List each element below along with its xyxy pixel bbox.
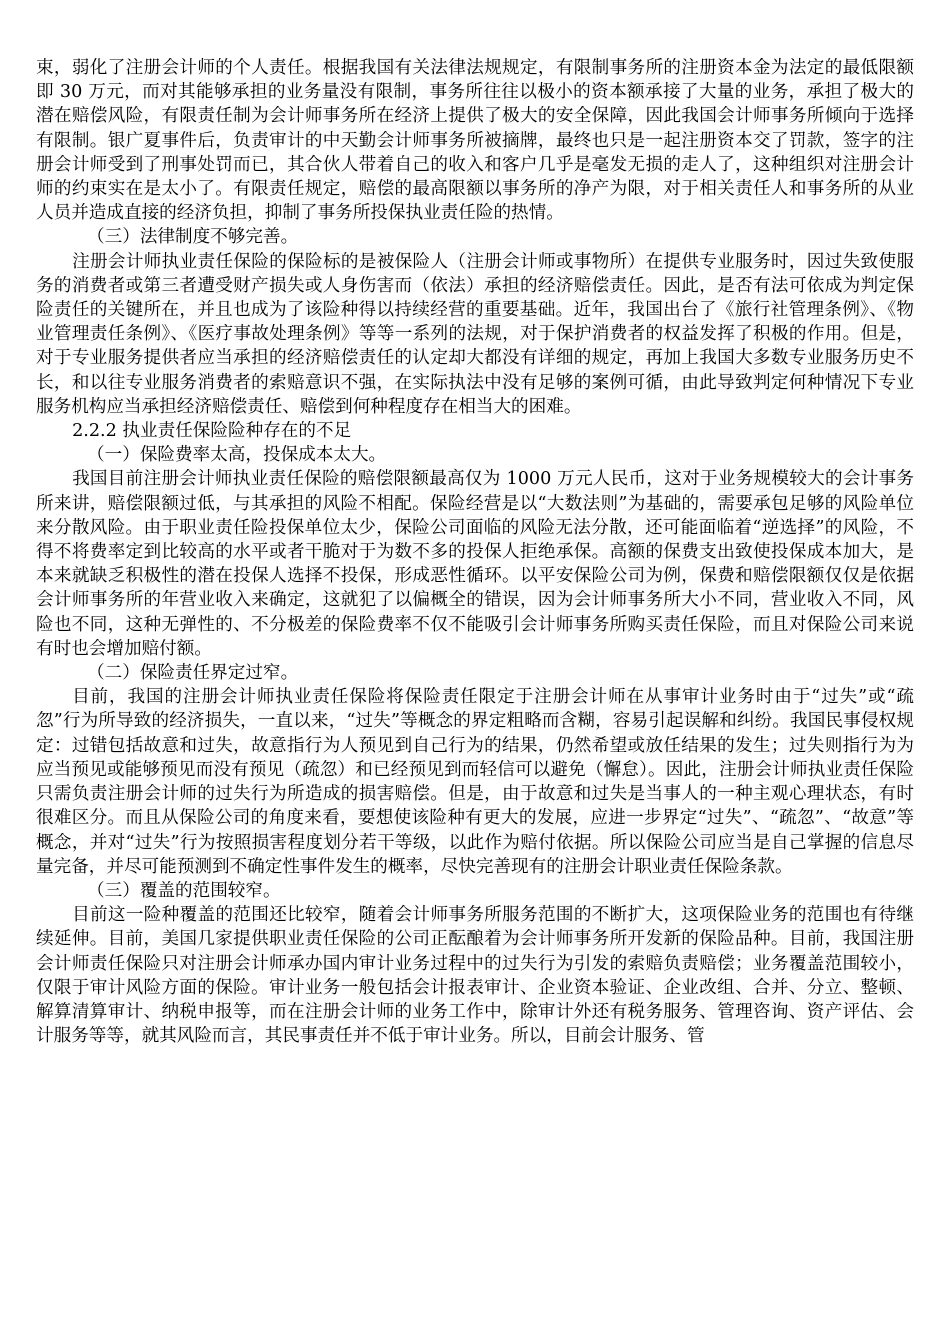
section-heading: （三）覆盖的范围较窄。 <box>87 880 281 901</box>
body-paragraph: 束，弱化了注册会计师的个人责任。根据我国有关法律法规规定，有限制事务所的注册资本金为法定的最低限额即 30 万元，而对其能够承担的业务量没有限制，事务所往往以极小的资本额承接了大量的业务，承担了极大的潜在赔偿风险，有限责任制为会计师事务所在经济上提供了极大的安全保障，因此我国会计师事务所倾向于选择有限制。银广夏事件后，负责审计的中天勤会计师事务所被摘牌，最终也只是一起注册资本交了罚款，签字的注册会计师受到了刑事处罚而已，其合伙人带着自己的收入和客户几乎是毫发无损的走人了，这种组织对注册会计师的约束实在是太小了。有限责任规定，赔偿的最高限额以事务所的净产为限，对于相关责任人和事务所的从业人员并造成直接的经济负担，抑制了事务所投保执业责任险的热情。 <box>36 58 914 224</box>
section-heading: （三）法律制度不够完善。 <box>87 227 299 248</box>
body-paragraph: 目前，我国的注册会计师执业责任保险将保险责任限定于注册会计师在从事审计业务时由于“过失”或“疏忽”行为所导致的经济损失，一直以来，“过失”等概念的界定粗略而含糊，容易引起误解和纠纷。我国民事侵权规定：过错包括故意和过失，故意指行为人预见到自己行为的结果，仍然希望或放任结果的发生；过失则指行为为应当预见或能够预见而没有预见（疏忽）和已经预见到而轻信可以避免（懈怠）。因此，注册会计师执业责任保险只需负责注册会计师的过失行为所造成的损害赔偿。但是，由于故意和过失是当事人的一种主观心理状态，有时很难区分。而且从保险公司的角度来看，要想使该险种有更大的发展，应进一步界定“过失”、“疏忽”、“故意”等概念，并对“过失”行为按照损害程度划分若干等级，以此作为赔付依据。所以保险公司应当是自己掌握的信息尽量完备，并尽可能预测到不确定性事件发生的概率，尽快完善现有的注册会计职业责任保险条款。 <box>36 687 914 877</box>
body-paragraph: 注册会计师执业责任保险的保险标的是被保险人（注册会计师或事物所）在提供专业服务时，因过失致使服务的消费者或第三者遭受财产损失或人身伤害而（依法）承担的经济赔偿责任。因此，是否有法可依成为判定保险责任的关键所在，并且也成为了该险种得以持续经营的重要基础。近年，我国出台了《旅行社管理条例》、《物业管理责任条例》、《医疗事故处理条例》等等一系列的法规，对于保护消费者的权益发挥了积极的作用。但是，对于专业服务提供者应当承担的经济赔偿责任的认定却大都没有详细的规定，再加上我国大多数专业服务历史不长，和以往专业服务消费者的索赔意识不强，在实际执法中没有足够的案例可循，由此导致判定何种情况下专业服务机构应当承担经济赔偿责任、赔偿到何种程度存在相当大的困难。 <box>36 251 914 417</box>
section-heading: （二）保险责任界定过窄。 <box>87 663 299 684</box>
section-heading: （一）保险费率太高，投保成本太大。 <box>87 445 387 466</box>
section-heading: 2.2.2 执业责任保险险种存在的不足 <box>72 421 352 442</box>
body-paragraph: 我国目前注册会计师执业责任保险的赔偿限额最高仅为 1000 万元人民币，这对于业务规模较大的会计事务所来讲，赔偿限额过低，与其承担的风险不相配。保险经营是以“大数法则”为基础的，需要承包足够的风险单位来分散风险。由于职业责任险投保单位太少，保险公司面临的风险无法分散，还可能面临着“逆选择”的风险，不得不将费率定到比较高的水平或者干脆对于为数不多的投保人拒绝承保。高额的保费支出致使投保成本加大，是本来就缺乏积极性的潜在投保人选择不投保，形成恶性循环。以平安保险公司为例，保费和赔偿限额仅仅是依据会计师事务所的年营业收入来确定，这就犯了以偏概全的错误，因为会计师事务所大小不同，营业收入不同，风险也不同，这种无弹性的、不分极差的保险费率不仅不能吸引会计师事务所购买责任保险，而且对保险公司来说有时也会增加赔付额。 <box>36 469 914 659</box>
body-paragraph: 目前这一险种覆盖的范围还比较窄，随着会计师事务所服务范围的不断扩大，这项保险业务的范围也有待继续延伸。目前，美国几家提供职业责任保险的公司正酝酿着为会计师事务所开发新的保险品种。目前，我国注册会计师责任保险只对注册会计师承办国内审计业务过程中的过失行为引发的索赔负责赔偿；业务覆盖范围较小，仅限于审计风险方面的保险。审计业务一般包括会计报表审计、企业资本验证、企业改组、合并、分立、整顿、解算清算审计、纳税申报等，而在注册会计师的业务工作中，除审计外还有税务服务、管理咨询、资产评估、会计服务等等，就其风险而言，其民事责任并不低于审计业务。所以，目前会计服务、管 <box>36 905 914 1047</box>
